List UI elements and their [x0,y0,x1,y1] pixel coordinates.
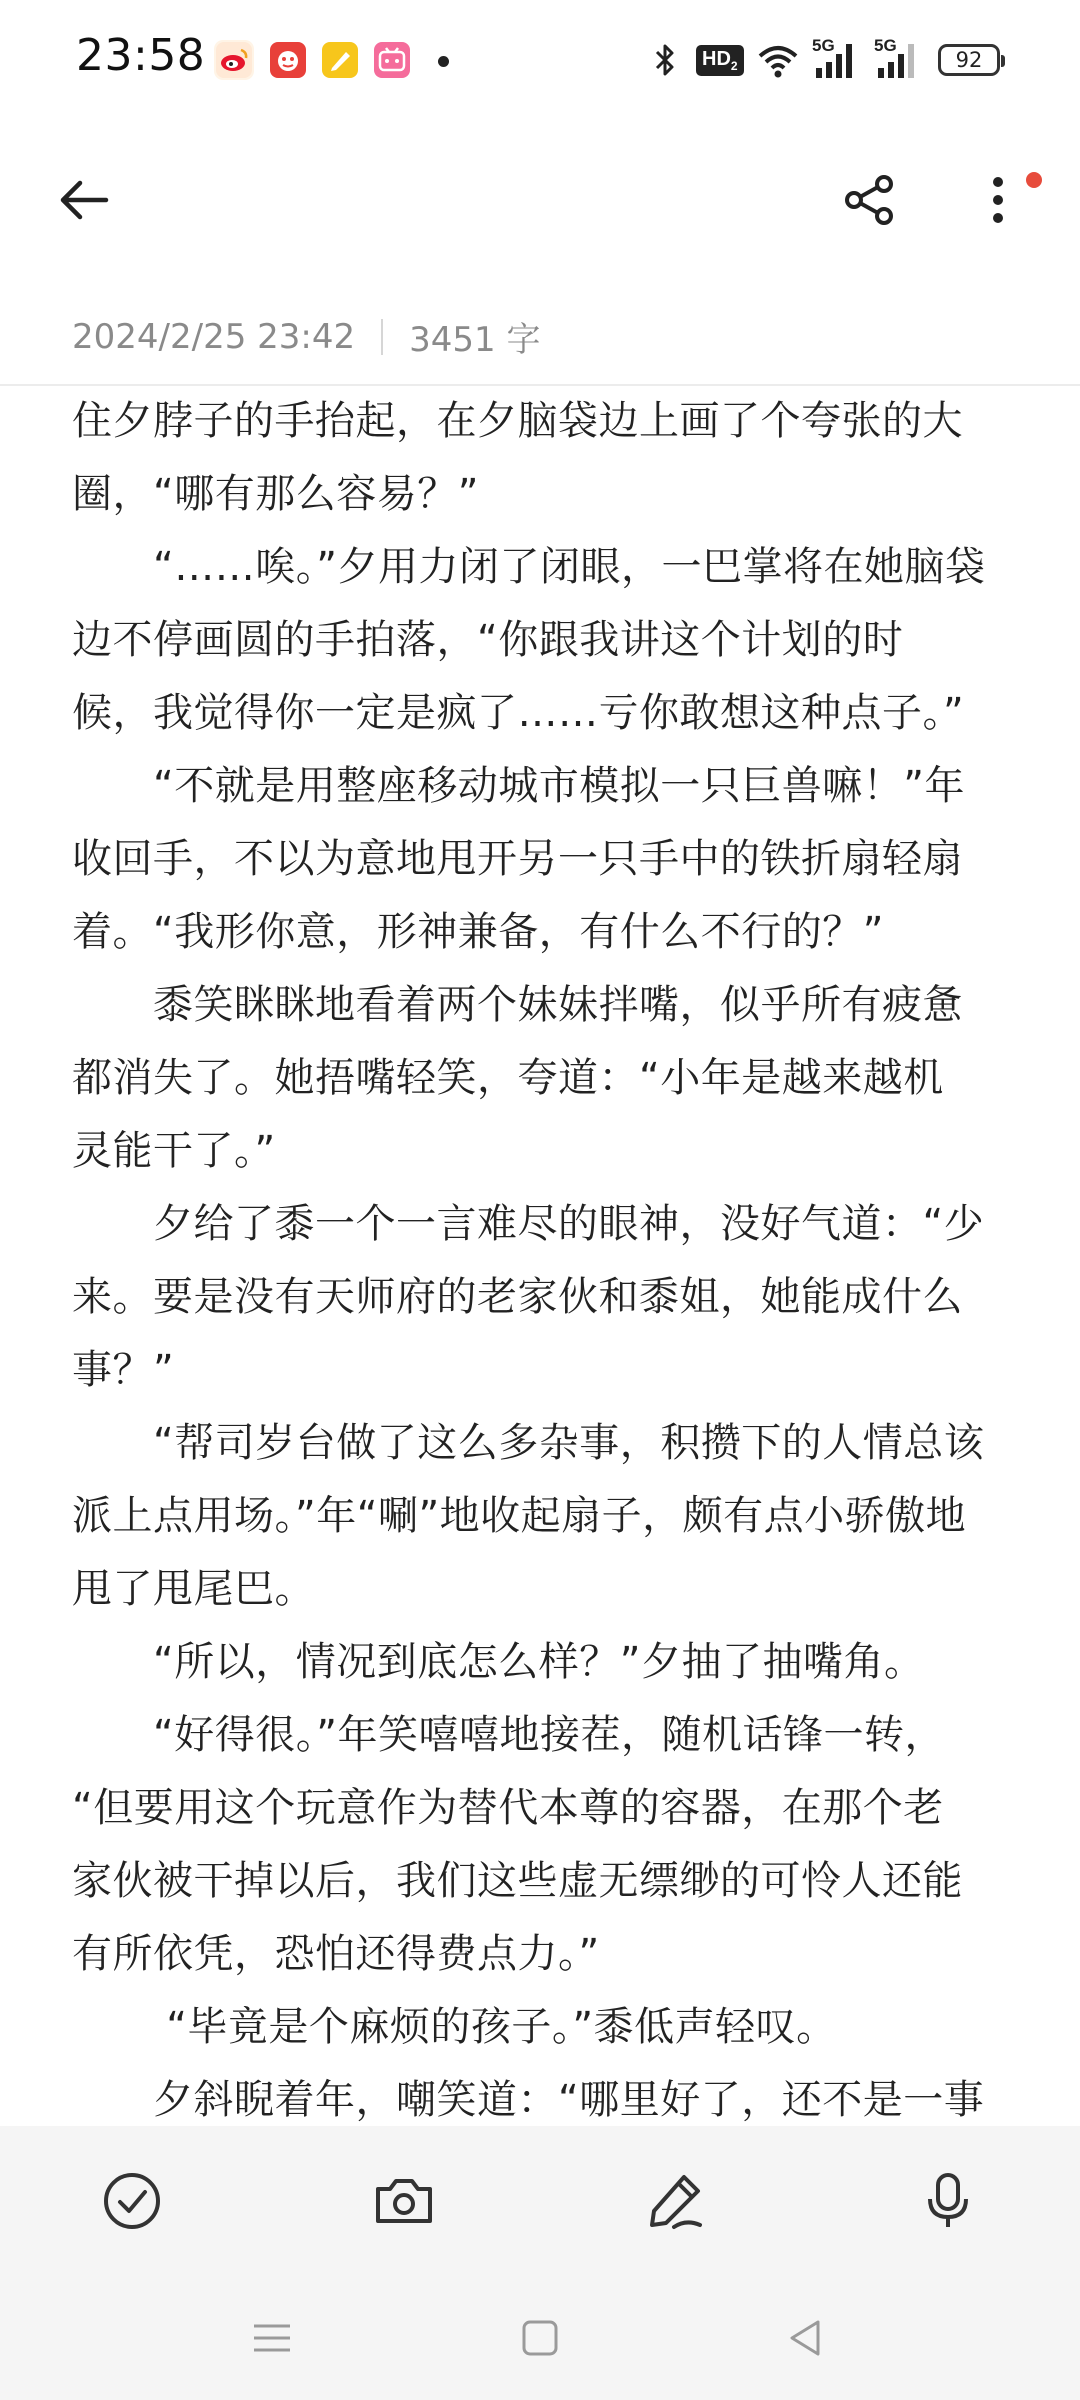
back-triangle-icon [784,2316,828,2360]
editor-toolbar [0,2126,1080,2276]
paragraph: “好得很。”年笑嘻嘻地接茬，随机话锋一转， “但要用这个玩意作为替代本尊的容器，在那个老 家伙被干掉以后，我们这些虚无缥缈的可怜人还能 有所依凭，恐怕还得费点力。” [72,1712,963,1977]
paragraph: “……唉。”夕用力闭了闭眼，一巴掌将在她脑袋 边不停画圆的手拍落，“你跟我讲这个计划的时 候，我觉得你一定是疯了……亏你敢想这种点子。” [72,544,986,736]
notification-badge [1026,172,1042,188]
pen-button[interactable] [636,2161,716,2241]
camera-button[interactable] [364,2161,444,2241]
arrow-left-icon [54,170,114,230]
top-app-bar [0,150,1080,270]
weibo-icon [214,40,254,80]
more-vertical-icon [988,170,1008,230]
status-time: 23:58 [76,30,206,81]
app-red-icon [268,40,308,80]
paragraph: 夕给了黍一个一言难尽的眼神，没好气道：“少 来。要是没有天师府的老家伙和黍姐，她能成什么 事？” [72,1201,985,1393]
paragraph: “帮司岁台做了这么多杂事，积攒下的人情总该 派上点用场。”年“唰”地收起扇子，颇有点小骄傲地 甩了甩尾巴。 [72,1420,985,1612]
menu-icon [250,2316,294,2360]
paragraph: 黍笑眯眯地看着两个妹妹拌嘴，似乎所有疲惫 都消失了。她捂嘴轻笑，夸道：“小年是越来越机 灵能干了。” [72,982,963,1174]
camera-icon [372,2169,436,2233]
note-meta [72,312,540,361]
status-bar [0,0,1080,125]
battery-indicator: 92 [938,44,1000,76]
voice-button[interactable] [908,2161,988,2241]
pen-icon [644,2169,708,2233]
bluetooth-icon [650,36,680,84]
nav-back-button[interactable] [766,2298,846,2378]
paragraph: 夕斜睨着年，嘲笑道：“哪里好了，还不是一事 [72,2077,985,2123]
back-button[interactable] [44,160,124,240]
home-button[interactable] [500,2298,580,2378]
meta-divider [381,319,383,355]
share-icon [840,170,900,230]
menu-button[interactable] [232,2298,312,2378]
bilibili-icon [372,40,412,80]
signal-5g-icon: 5G [812,36,860,84]
hd-icon: $HD_2$ [696,36,744,84]
paragraph: “不就是用整座移动城市模拟一只巨兽嘛！”年 收回手，不以为意地甩开另一只手中的铁折扇轻扇 着。“我形你意，形神兼备，有什么不行的？” [72,763,965,955]
note-date: 2024/2/25 23:42 [72,316,356,357]
paragraph: “毕竟是个麻烦的孩子。”黍低声轻叹。 [72,2004,837,2050]
checklist-icon [100,2169,164,2233]
home-icon [518,2316,562,2360]
notes-yellow-icon [320,40,360,80]
signal-5g-icon-2: 5G [874,36,922,84]
checklist-button[interactable] [92,2161,172,2241]
wifi-icon [756,36,800,84]
share-button[interactable] [830,160,910,240]
system-nav-bar [0,2276,1080,2400]
more-options-button[interactable] [958,160,1038,240]
word-count: 3451 字 [409,320,541,360]
note-body[interactable] [0,385,1080,2125]
more-notifications-dot [438,56,449,67]
microphone-icon [916,2169,980,2233]
paragraph: “所以，情况到底怎么样？”夕抽了抽嘴角。 [72,1639,925,1685]
paragraph: 住夕脖子的手抬起，在夕脑袋边上画了个夸张的大 圈，“哪有那么容易？” [72,398,963,517]
